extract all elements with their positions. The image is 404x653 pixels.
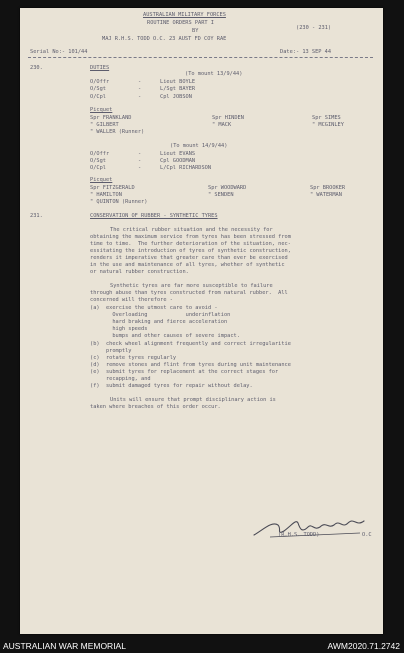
- paragraph-line: concerned will therefore -: [90, 297, 173, 303]
- duty-note-2: (To mount 14/9/44): [170, 143, 228, 149]
- document-title: AUSTRALIAN MILITARY FORCES: [143, 12, 226, 18]
- picquet-entry: " MCGINLEY: [312, 122, 344, 128]
- paragraph-line: Synthetic tyres are far more susceptible to failure: [110, 283, 273, 289]
- picquet-entry: " WATERMAN: [310, 192, 342, 198]
- picquet-entry: " QUINTON (Runner): [90, 199, 148, 205]
- paragraph-line: through abuse than tyres constructed from natural rubber. All: [90, 290, 288, 296]
- list-item: hard braking and fierce acceleration: [90, 319, 228, 325]
- paragraph-line: or natural rubber construction.: [90, 269, 189, 275]
- picquet-entry: Spr SIMES: [312, 115, 341, 121]
- list-item: recapping, and: [90, 376, 151, 382]
- picquet-label: Picquet: [90, 107, 113, 113]
- order-231-heading: CONSERVATION OF RUBBER - SYNTHETIC TYRES: [90, 213, 218, 219]
- duty-role: O/Cpl: [90, 165, 106, 171]
- picquet-entry: Spr BROOKER: [310, 185, 346, 191]
- picquet-label: Picquet: [90, 177, 113, 183]
- list-item: (e) submit tyres for replacement at the correct stages for: [90, 369, 279, 375]
- signatory-name: (R.H.S. TODD): [278, 532, 320, 538]
- duty-role: O/Offr: [90, 79, 110, 85]
- paragraph-line: renders it imperative that greater care than ever be exercised: [90, 255, 288, 261]
- list-item: (a) exercise the utmost care to avoid -: [90, 305, 218, 311]
- picquet-entry: " SENDEN: [208, 192, 234, 198]
- signatory-rank: O.C: [362, 532, 372, 538]
- duty-role: O/Cpl: [90, 94, 106, 100]
- list-item: (c) rotate tyres regularly: [90, 355, 177, 361]
- order-231-number: 231.: [30, 213, 43, 219]
- order-date: Date:- 13 SEP 44: [280, 49, 332, 55]
- order-range: (230 - 231): [296, 25, 332, 31]
- paragraph-line: taken where breaches of this order occur.: [90, 404, 221, 410]
- order-230-number: 230.: [30, 65, 43, 71]
- order-230-heading: DUTIES: [90, 65, 110, 71]
- picquet-entry: Spr WOODWARD: [208, 185, 247, 191]
- duty-role: O/Offr: [90, 151, 110, 157]
- paragraph-line: obtaining the maximum service from tyres has been stressed from: [90, 234, 291, 240]
- duty-dash: -: [138, 151, 142, 157]
- list-item: promptly: [90, 348, 132, 354]
- duty-role: O/Sgt: [90, 158, 106, 164]
- duty-name: Lieut EVANS: [160, 151, 196, 157]
- picquet-entry: Spr FRANKLAND: [90, 115, 132, 121]
- paragraph-line: in the use and maintenance of all tyres, whether of synthetic: [90, 262, 285, 268]
- picquet-entry: " HAMILTON: [90, 192, 122, 198]
- duty-role: O/Sgt: [90, 86, 106, 92]
- commander-line: MAJ R.H.S. TODD O.C. 23 AUST FD COY RAE: [102, 36, 227, 42]
- duty-note-1: (To mount 13/9/44): [185, 71, 243, 77]
- footer-bar: [0, 637, 404, 653]
- picquet-entry: Spr HINDEN: [212, 115, 244, 121]
- list-item: (f) submit damaged tyres for repair without delay.: [90, 383, 253, 389]
- paragraph-line: The critical rubber situation and the necessity for: [110, 227, 273, 233]
- duty-dash: -: [138, 94, 142, 100]
- list-item: bumps and other causes of severe impact.: [90, 333, 240, 339]
- picquet-entry: Spr FITZGERALD: [90, 185, 135, 191]
- duty-dash: -: [138, 86, 142, 92]
- list-item: (b) check wheel alignment frequently and correct irregularitie: [90, 341, 291, 347]
- list-item: high speeds: [90, 326, 148, 332]
- by-line: BY: [192, 28, 199, 34]
- paragraph-line: essitating the introduction of tyres of synthetic construction,: [90, 248, 291, 254]
- duty-dash: -: [138, 165, 142, 171]
- document-subtitle: ROUTINE ORDERS PART I: [147, 20, 214, 26]
- duty-name: Cpl GOODMAN: [160, 158, 196, 164]
- footer-accession-number: AWM2020.71.2742: [327, 641, 400, 651]
- duty-name: L/Cpl RICHARDSON: [160, 165, 212, 171]
- picquet-entry: " MACK: [212, 122, 232, 128]
- document-page: [20, 8, 383, 634]
- serial-number: Serial No:- 101/44: [30, 49, 88, 55]
- duty-dash: -: [138, 158, 142, 164]
- picquet-entry: " GILBERT: [90, 122, 119, 128]
- list-item: Overloading underinflation: [90, 312, 231, 318]
- footer-credit: AUSTRALIAN WAR MEMORIAL: [3, 641, 126, 651]
- paragraph-line: Units will ensure that prompt disciplinary action is: [110, 397, 276, 403]
- picquet-entry: " WALLER (Runner): [90, 129, 145, 135]
- header-divider: [28, 57, 373, 58]
- paragraph-line: time to time. The further deterioration of the situation, nec-: [90, 241, 291, 247]
- duty-name: Cpl JOBSON: [160, 94, 192, 100]
- duty-name: Lieut BOYLE: [160, 79, 196, 85]
- duty-name: L/Sgt BAYER: [160, 86, 196, 92]
- duty-dash: -: [138, 79, 142, 85]
- list-item: (d) remove stones and flint from tyres during unit maintenance: [90, 362, 291, 368]
